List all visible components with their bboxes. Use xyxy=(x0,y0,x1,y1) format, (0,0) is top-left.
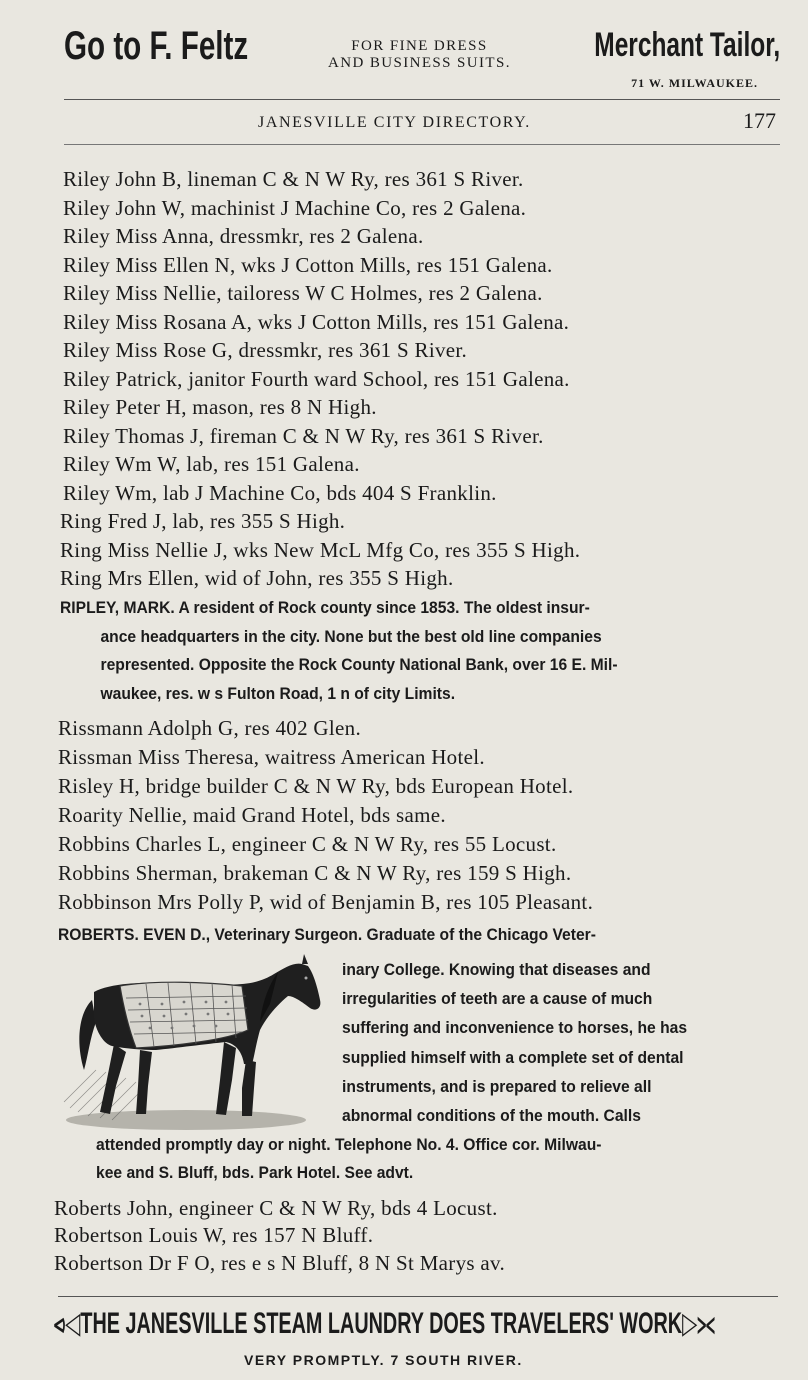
directory-entry: Robbins Charles L, engineer C & N W Ry, res 55 Locust. xyxy=(58,832,557,856)
header-ad-address: 71 W. MILWAUKEE. xyxy=(631,76,758,90)
directory-entry: Rissmann Adolph G, res 402 Glen. xyxy=(58,716,362,740)
directory-entry: Riley Miss Anna, dressmkr, res 2 Galena. xyxy=(63,224,424,248)
running-head-title: JANESVILLE CITY DIRECTORY. xyxy=(258,114,531,131)
ripley-ad-line: RIPLEY, MARK. A resident of Rock county since 1853. The oldest insur- xyxy=(60,598,590,617)
roberts-ad-side-text xyxy=(342,955,771,1130)
roberts-ad-bottom-text xyxy=(96,1131,777,1187)
directory-entry: Robbins Sherman, brakeman C & N W Ry, res 159 S High. xyxy=(58,861,572,885)
roberts-ad-heading: ROBERTS. EVEN D., Veterinary Surgeon. Graduate of the Chicago Veter- xyxy=(58,925,596,944)
ripley-advertisement xyxy=(60,594,778,708)
running-head-divider xyxy=(64,144,780,145)
header-advertisement xyxy=(60,22,780,94)
directory-entry: Riley Wm W, lab, res 151 Galena. xyxy=(63,452,360,476)
directory-entry: Riley Patrick, janitor Fourth ward School, res 151 Galena. xyxy=(63,366,570,391)
ripley-ad-line: ance headquarters in the city. None but the best old line companies xyxy=(100,626,602,646)
footer-ad-laundry xyxy=(54,1306,715,1341)
header-ad-tagline xyxy=(328,38,511,72)
roberts-ad-line: supplied himself with a complete set of dental xyxy=(342,1047,684,1067)
directory-entry: Roberts John, engineer C & N W Ry, bds 4 Locust. xyxy=(54,1196,498,1220)
directory-entry: Risley H, bridge builder C & N W Ry, bds European Hotel. xyxy=(58,774,574,798)
directory-entry: Riley John W, machinist J Machine Co, res 2 Galena. xyxy=(63,195,527,220)
directory-entry: Rissman Miss Theresa, waitress American Hotel. xyxy=(58,745,485,769)
directory-entry: Ring Miss Nellie J, wks New McL Mfg Co, res 355 S High. xyxy=(60,537,581,562)
roberts-ad-line: irregularities of teeth are a cause of much xyxy=(342,989,653,1009)
directory-entry: Riley John B, lineman C & N W Ry, res 361 S River. xyxy=(63,167,524,191)
footer-ad-subline: VERY PROMPTLY. 7 SOUTH RIVER. xyxy=(244,1352,523,1368)
footer-divider xyxy=(58,1296,778,1297)
roberts-ad-line: abnormal conditions of the mouth. Calls xyxy=(342,1106,641,1126)
roberts-ad-line: suffering and inconvenience to horses, he has xyxy=(342,1018,688,1038)
header-divider xyxy=(64,99,780,100)
directory-entry: Riley Miss Nellie, tailoress W C Holmes, res 2 Galena. xyxy=(63,281,543,305)
hand-left-icon: ⪦◁ xyxy=(54,1307,81,1340)
roberts-ad-line: kee and S. Bluff, bds. Park Hotel. See advt. xyxy=(96,1163,414,1182)
roberts-ad-line: inary College. Knowing that diseases and xyxy=(342,960,651,979)
directory-entry: Riley Peter H, mason, res 8 N High. xyxy=(63,395,377,419)
footer-ad-main-text: THE JANESVILLE STEAM LAUNDRY DOES TRAVELERS' WORK xyxy=(80,1307,683,1340)
directory-entry: Ring Mrs Ellen, wid of John, res 355 S High. xyxy=(60,566,454,590)
roberts-ad-line: attended promptly day or night. Telephone No. 4. Office cor. Milwau- xyxy=(96,1135,602,1154)
horse-blanket-illustration xyxy=(56,952,326,1134)
header-ad-tagline-line2: AND BUSINESS SUITS. xyxy=(328,55,511,71)
roberts-ad-line: instruments, and is prepared to relieve all xyxy=(342,1076,652,1096)
ripley-ad-line: waukee, res. w s Fulton Road, 1 n of city Limits. xyxy=(100,683,456,703)
hand-right-icon: ▷⪥ xyxy=(682,1307,715,1340)
header-ad-tagline-line1: FOR FINE DRESS xyxy=(351,38,488,54)
directory-entry: Riley Thomas J, fireman C & N W Ry, res 361 S River. xyxy=(63,423,544,448)
directory-entry: Robbinson Mrs Polly P, wid of Benjamin B, res 105 Pleasant. xyxy=(58,890,594,914)
directory-entry: Riley Wm, lab J Machine Co, bds 404 S Franklin. xyxy=(63,480,497,505)
directory-entry: Riley Miss Rose G, dressmkr, res 361 S River. xyxy=(63,338,468,362)
directory-entry: Riley Miss Ellen N, wks J Cotton Mills, res 151 Galena. xyxy=(63,252,553,277)
directory-entry: Roarity Nellie, maid Grand Hotel, bds same. xyxy=(58,803,446,827)
ripley-ad-line: represented. Opposite the Rock County National Bank, over 16 E. Mil- xyxy=(100,655,618,674)
directory-entry: Ring Fred J, lab, res 355 S High. xyxy=(60,509,346,533)
directory-entry: Robertson Dr F O, res e s N Bluff, 8 N St Marys av. xyxy=(54,1251,506,1275)
directory-entry: Robertson Louis W, res 157 N Bluff. xyxy=(54,1223,374,1247)
directory-entry: Riley Miss Rosana A, wks J Cotton Mills, res 151 Galena. xyxy=(63,309,570,334)
page-number: 177 xyxy=(743,108,776,133)
header-ad-feltz: Go to F. Feltz xyxy=(64,24,249,68)
header-ad-merchant-tailor: Merchant Tailor, xyxy=(594,26,780,64)
